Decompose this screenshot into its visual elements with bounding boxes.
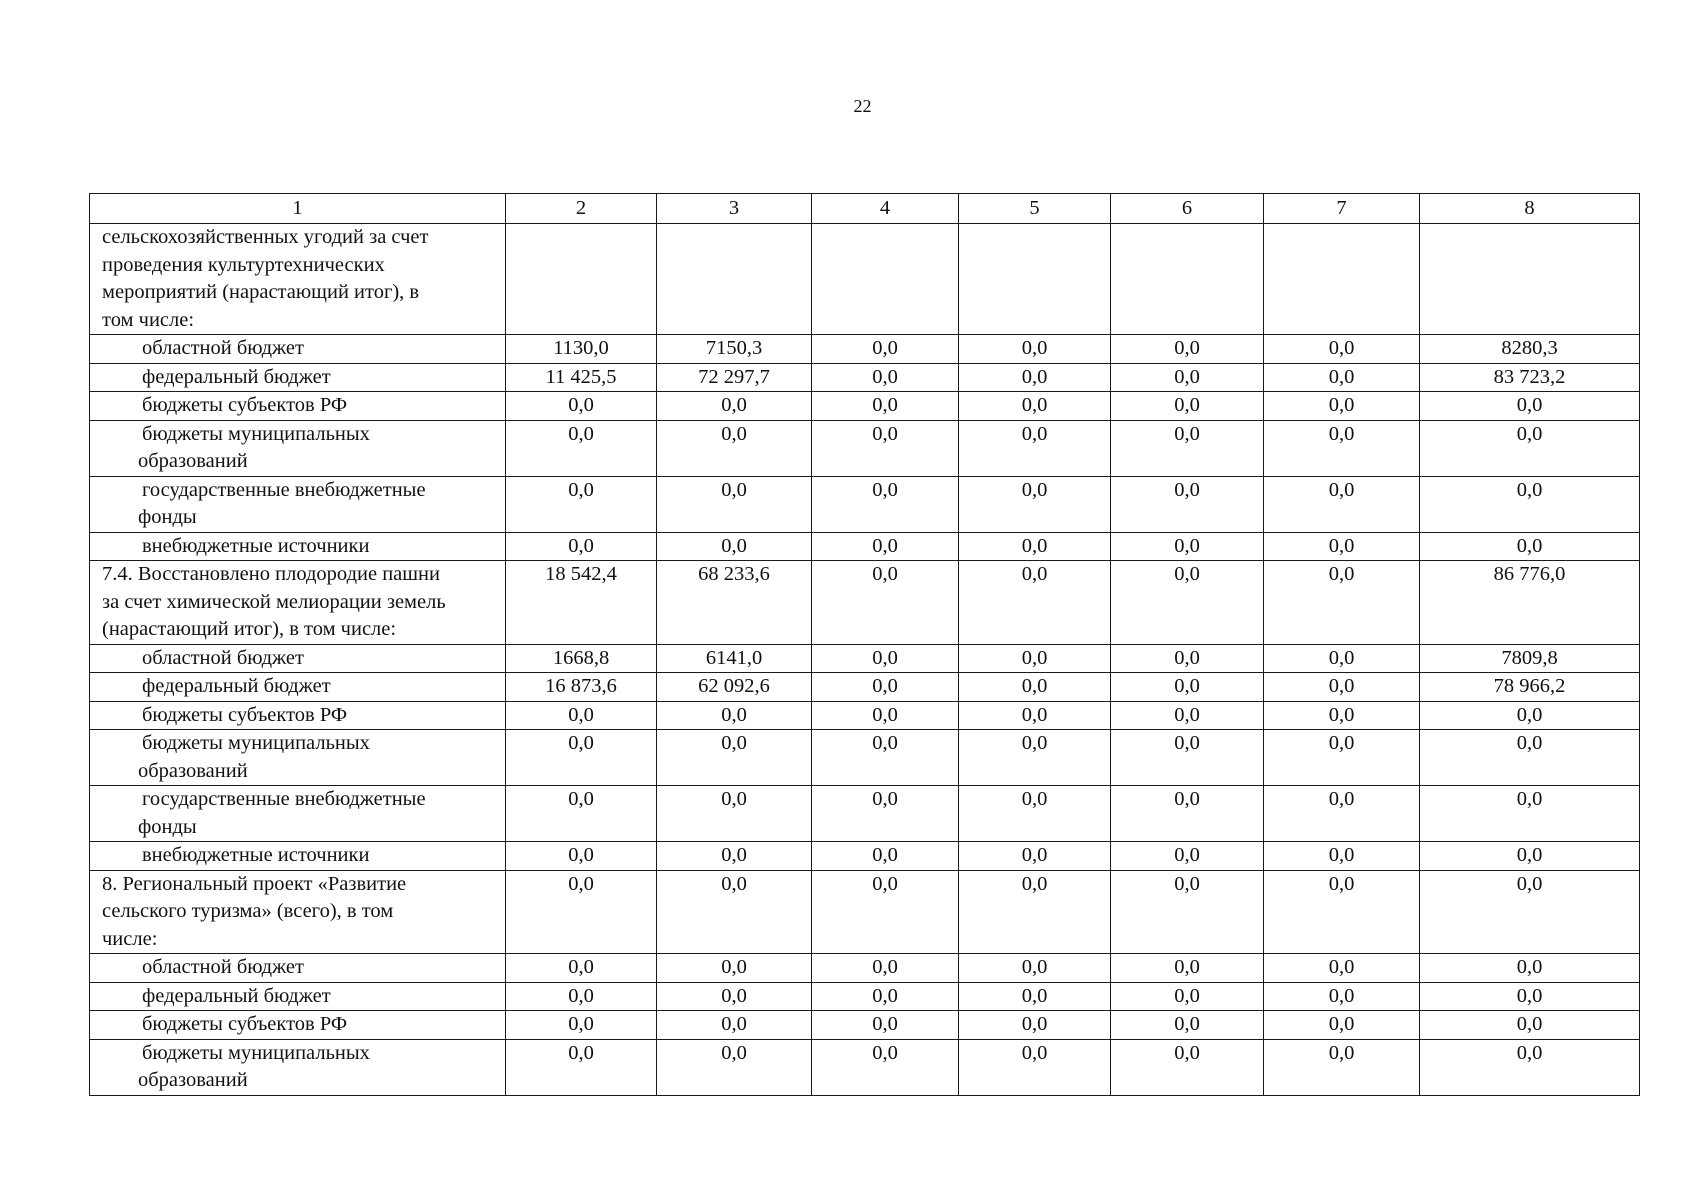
value-cell-col-2: 0,0 [506,842,657,871]
value-cell-col-8: 0,0 [1420,1039,1640,1095]
row-label-line: фонды [138,815,197,838]
value-cell-col-8: 0,0 [1420,701,1640,730]
value-cell-col-8: 0,0 [1420,420,1640,476]
budget-table [89,193,1640,1096]
value-cell-col-6: 0,0 [1111,1039,1264,1095]
value-cell-col-3: 0,0 [657,1039,812,1095]
table-row [90,673,1640,702]
row-label-line: внебюджетные источники [142,844,370,866]
row-label [90,701,506,730]
value-cell-col-5: 0,0 [959,392,1111,421]
row-label [90,644,506,673]
value-cell-col-7: 0,0 [1264,673,1420,702]
value-cell-col-7: 0,0 [1264,870,1420,954]
value-cell-col-6: 0,0 [1111,842,1264,871]
value-cell-col-6: 0,0 [1111,363,1264,392]
value-cell-col-3: 0,0 [657,982,812,1011]
page-number: 22 [853,96,872,116]
row-label-line: образований [138,759,248,782]
value-cell-col-5: 0,0 [959,335,1111,364]
column-header-7: 7 [1264,194,1420,224]
value-cell-col-3: 0,0 [657,420,812,476]
value-cell-col-6: 0,0 [1111,420,1264,476]
row-label [90,786,506,842]
value-cell-col-7: 0,0 [1264,954,1420,983]
row-section-label [90,561,506,645]
table-row [90,532,1640,561]
value-cell-col-7: 0,0 [1264,644,1420,673]
value-cell-col-2: 0,0 [506,982,657,1011]
value-cell-col-8: 86 776,0 [1420,561,1640,645]
value-cell-col-4: 0,0 [812,476,959,532]
table-row [90,561,1640,645]
table-row [90,335,1640,364]
value-cell-col-4: 0,0 [812,420,959,476]
value-cell-col-4: 0,0 [812,644,959,673]
row-label-line: бюджеты субъектов РФ [142,703,348,726]
value-cell-col-5: 0,0 [959,363,1111,392]
value-cell-col-6: 0,0 [1111,786,1264,842]
table-row [90,870,1640,954]
value-cell-col-4 [812,224,959,335]
table-row [90,420,1640,476]
value-cell-col-4: 0,0 [812,1039,959,1095]
value-cell-col-7: 0,0 [1264,532,1420,561]
value-cell-col-5: 0,0 [959,476,1111,532]
value-cell-col-3: 72 297,7 [657,363,812,392]
table-row [90,982,1640,1011]
value-cell-col-6: 0,0 [1111,1011,1264,1040]
value-cell-col-3: 0,0 [657,730,812,786]
value-cell-col-8: 0,0 [1420,954,1640,983]
value-cell-col-5: 0,0 [959,786,1111,842]
value-cell-col-6: 0,0 [1111,870,1264,954]
table-row [90,786,1640,842]
value-cell-col-2: 0,0 [506,870,657,954]
value-cell-col-2: 0,0 [506,730,657,786]
row-label-line: мероприятий (нарастающий итог), в [102,281,420,303]
row-label-line: бюджеты муниципальных [142,1041,370,1064]
value-cell-col-8: 78 966,2 [1420,673,1640,702]
value-cell-col-5: 0,0 [959,842,1111,871]
value-cell-col-3: 7150,3 [657,335,812,364]
value-cell-col-2: 0,0 [506,701,657,730]
value-cell-col-6: 0,0 [1111,476,1264,532]
row-label-line: федеральный бюджет [142,675,331,697]
value-cell-col-4: 0,0 [812,701,959,730]
value-cell-col-4: 0,0 [812,870,959,954]
value-cell-col-5: 0,0 [959,982,1111,1011]
value-cell-col-3: 0,0 [657,842,812,871]
value-cell-col-2: 0,0 [506,420,657,476]
header-row [90,194,1640,224]
value-cell-col-4: 0,0 [812,730,959,786]
value-cell-col-3: 0,0 [657,476,812,532]
column-header-3: 3 [657,194,812,224]
value-cell-col-2: 0,0 [506,1039,657,1095]
value-cell-col-4: 0,0 [812,532,959,561]
row-label-line: внебюджетные источники [142,534,370,557]
row-label-line: федеральный бюджет [142,984,331,1007]
row-section-label [90,224,506,335]
row-label-line: образований [138,1069,248,1091]
value-cell-col-7: 0,0 [1264,786,1420,842]
value-cell-col-6: 0,0 [1111,982,1264,1011]
row-label-line: за счет химической мелиорации земель [102,590,446,613]
value-cell-col-5: 0,0 [959,870,1111,954]
row-label [90,363,506,392]
value-cell-col-6: 0,0 [1111,644,1264,673]
column-header-1: 1 [90,194,506,224]
row-label-line: бюджеты муниципальных [142,732,370,754]
value-cell-col-3: 0,0 [657,870,812,954]
table-row [90,644,1640,673]
value-cell-col-8: 0,0 [1420,786,1640,842]
row-label [90,532,506,561]
value-cell-col-8 [1420,224,1640,335]
value-cell-col-4: 0,0 [812,392,959,421]
table-row [90,842,1640,871]
value-cell-col-7: 0,0 [1264,982,1420,1011]
value-cell-col-3: 62 092,6 [657,673,812,702]
value-cell-col-2: 16 873,6 [506,673,657,702]
row-label-line: государственные внебюджетные [142,788,426,810]
value-cell-col-5: 0,0 [959,701,1111,730]
value-cell-col-4: 0,0 [812,363,959,392]
row-label-line: бюджеты субъектов РФ [142,1013,348,1035]
value-cell-col-3: 0,0 [657,392,812,421]
row-label [90,1011,506,1040]
value-cell-col-7: 0,0 [1264,476,1420,532]
row-label-line: образований [138,450,248,472]
value-cell-col-2 [506,224,657,335]
value-cell-col-3: 68 233,6 [657,561,812,645]
value-cell-col-2: 0,0 [506,1011,657,1040]
value-cell-col-3: 6141,0 [657,644,812,673]
value-cell-col-4: 0,0 [812,673,959,702]
column-header-5: 5 [959,194,1111,224]
value-cell-col-3: 0,0 [657,954,812,983]
value-cell-col-2: 1668,8 [506,644,657,673]
value-cell-col-7: 0,0 [1264,730,1420,786]
row-label [90,392,506,421]
value-cell-col-8: 0,0 [1420,870,1640,954]
table-header [90,194,1640,224]
value-cell-col-2: 11 425,5 [506,363,657,392]
table-row [90,730,1640,786]
row-label [90,954,506,983]
row-label-line: областной бюджет [142,337,304,359]
row-label [90,730,506,786]
value-cell-col-3 [657,224,812,335]
value-cell-col-2: 18 542,4 [506,561,657,645]
value-cell-col-7: 0,0 [1264,701,1420,730]
value-cell-col-7: 0,0 [1264,392,1420,421]
value-cell-col-6: 0,0 [1111,673,1264,702]
column-header-4: 4 [812,194,959,224]
row-label [90,335,506,364]
column-header-6: 6 [1111,194,1264,224]
value-cell-col-4: 0,0 [812,335,959,364]
row-label-line: фонды [138,506,197,528]
value-cell-col-7: 0,0 [1264,1011,1420,1040]
value-cell-col-5: 0,0 [959,532,1111,561]
value-cell-col-2: 0,0 [506,476,657,532]
row-label-line: областной бюджет [142,646,304,669]
row-label [90,1039,506,1095]
value-cell-col-6 [1111,224,1264,335]
value-cell-col-2: 0,0 [506,392,657,421]
column-header-2: 2 [506,194,657,224]
value-cell-col-5: 0,0 [959,1039,1111,1095]
value-cell-col-6: 0,0 [1111,335,1264,364]
value-cell-col-5: 0,0 [959,954,1111,983]
value-cell-col-4: 0,0 [812,842,959,871]
row-label-line: сельского туризма» (всего), в том [102,900,394,922]
row-label-line: 7.4. Восстановлено плодородие пашни [102,563,440,585]
table-row [90,954,1640,983]
row-label-line: проведения культуртехнических [102,253,385,276]
value-cell-col-4: 0,0 [812,954,959,983]
row-label [90,420,506,476]
value-cell-col-7: 0,0 [1264,363,1420,392]
value-cell-col-3: 0,0 [657,1011,812,1040]
row-label-line: областной бюджет [142,956,304,978]
value-cell-col-7: 0,0 [1264,842,1420,871]
value-cell-col-3: 0,0 [657,701,812,730]
value-cell-col-8: 0,0 [1420,532,1640,561]
value-cell-col-4: 0,0 [812,561,959,645]
value-cell-col-5: 0,0 [959,730,1111,786]
row-label-line: числе: [102,927,158,950]
value-cell-col-8: 0,0 [1420,730,1640,786]
row-label-line: федеральный бюджет [142,365,331,388]
row-label [90,842,506,871]
value-cell-col-7 [1264,224,1420,335]
value-cell-col-5: 0,0 [959,673,1111,702]
value-cell-col-7: 0,0 [1264,561,1420,645]
value-cell-col-8: 0,0 [1420,982,1640,1011]
value-cell-col-5: 0,0 [959,561,1111,645]
value-cell-col-2: 0,0 [506,786,657,842]
value-cell-col-6: 0,0 [1111,532,1264,561]
row-label-line: (нарастающий итог), в том числе: [102,618,397,640]
value-cell-col-6: 0,0 [1111,730,1264,786]
value-cell-col-2: 0,0 [506,532,657,561]
value-cell-col-5: 0,0 [959,420,1111,476]
value-cell-col-5 [959,224,1111,335]
table-row [90,392,1640,421]
table-row [90,1039,1640,1095]
value-cell-col-3: 0,0 [657,786,812,842]
column-header-8: 8 [1420,194,1640,224]
value-cell-col-6: 0,0 [1111,392,1264,421]
value-cell-col-8: 0,0 [1420,1011,1640,1040]
table-body [90,224,1640,1096]
row-label-line: том числе: [102,308,195,331]
value-cell-col-8: 0,0 [1420,842,1640,871]
value-cell-col-7: 0,0 [1264,420,1420,476]
value-cell-col-8: 8280,3 [1420,335,1640,364]
table-row [90,701,1640,730]
value-cell-col-6: 0,0 [1111,954,1264,983]
value-cell-col-5: 0,0 [959,1011,1111,1040]
value-cell-col-4: 0,0 [812,1011,959,1040]
value-cell-col-2: 1130,0 [506,335,657,364]
row-label [90,476,506,532]
value-cell-col-2: 0,0 [506,954,657,983]
value-cell-col-8: 7809,8 [1420,644,1640,673]
table-row [90,224,1640,335]
table-row [90,476,1640,532]
value-cell-col-6: 0,0 [1111,701,1264,730]
table-row [90,363,1640,392]
value-cell-col-6: 0,0 [1111,561,1264,645]
row-label [90,982,506,1011]
row-label-line: государственные внебюджетные [142,478,426,501]
value-cell-col-7: 0,0 [1264,1039,1420,1095]
value-cell-col-4: 0,0 [812,982,959,1011]
value-cell-col-7: 0,0 [1264,335,1420,364]
value-cell-col-4: 0,0 [812,786,959,842]
row-label [90,673,506,702]
value-cell-col-5: 0,0 [959,644,1111,673]
row-section-label [90,870,506,954]
row-label-line: сельскохозяйственных угодий за счет [102,226,429,248]
value-cell-col-3: 0,0 [657,532,812,561]
value-cell-col-8: 83 723,2 [1420,363,1640,392]
table-row [90,1011,1640,1040]
value-cell-col-8: 0,0 [1420,392,1640,421]
row-label-line: бюджеты субъектов РФ [142,394,348,416]
value-cell-col-8: 0,0 [1420,476,1640,532]
row-label-line: 8. Региональный проект «Развитие [102,872,407,895]
row-label-line: бюджеты муниципальных [142,422,370,445]
